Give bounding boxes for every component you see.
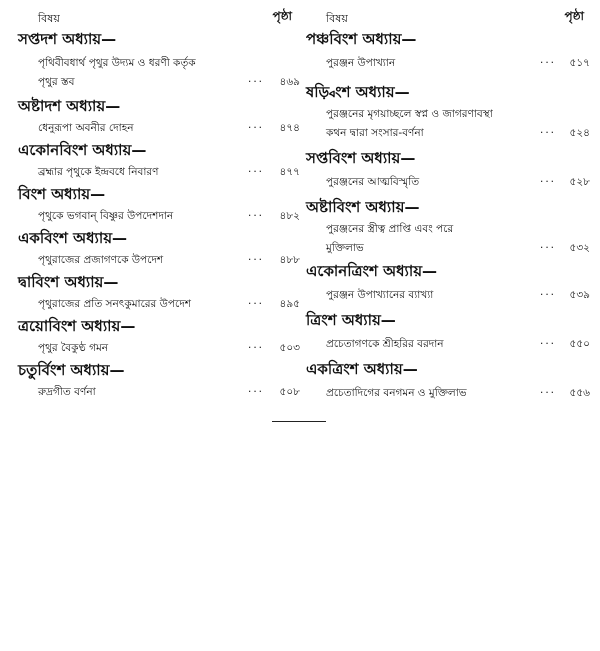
chapter-20 — [18, 185, 300, 224]
page-number: ৪৭৪ — [279, 122, 300, 134]
chapter-title: ত্রয়োবিংশ অধ্যায়— — [18, 317, 136, 335]
chapter-title: পঞ্চবিংশ অধ্যায়— — [306, 30, 417, 48]
toc-entry — [18, 296, 300, 312]
leader-dots: ··· — [247, 298, 264, 310]
subject-heading: বিষয় — [326, 12, 348, 25]
entry-text: পুরঞ্জনের মৃগয়াচ্ছলে স্বপ্ন ও জাগরণাবস্থা — [326, 108, 493, 120]
chapter-17 — [18, 30, 300, 90]
toc-entry — [306, 106, 592, 141]
chapter-19 — [18, 141, 300, 180]
toc-entry — [306, 385, 592, 401]
leader-dots: ··· — [247, 210, 264, 222]
leader-dots: ··· — [247, 76, 264, 88]
column-header — [306, 8, 592, 26]
page-number: ৫০৮ — [279, 386, 300, 398]
page-number: ৫৩২ — [569, 242, 590, 254]
entry-text: প্রচেতাগণকে শ্রীহরির বরদান — [326, 338, 444, 350]
page-number: ৪৯৫ — [279, 298, 300, 310]
chapter-title: দ্বাবিংশ অধ্যায়— — [18, 273, 119, 291]
entry-text: পুরঞ্জনের আত্মবিস্মৃতি — [326, 176, 420, 188]
chapter-title: সপ্তদশ অধ্যায়— — [18, 30, 117, 48]
leader-dots: ··· — [539, 242, 556, 254]
leader-dots: ··· — [247, 254, 264, 266]
chapter-title: সপ্তবিংশ অধ্যায়— — [306, 149, 416, 167]
chapter-21 — [18, 229, 300, 268]
chapter-26 — [306, 83, 592, 141]
chapter-title: একোনত্রিংশ অধ্যায়— — [306, 262, 438, 280]
leader-dots: ··· — [539, 57, 556, 69]
entry-text: পৃথিবীবধার্থ পৃথুর উদ্যম ও ধরণী কর্তৃক — [38, 57, 196, 69]
leader-dots: ··· — [539, 387, 556, 399]
entry-text: পৃথুরাজের প্রজাগণকে উপদেশ — [38, 254, 164, 266]
entry-text: প্রচেতাদিগের বনগমন ও মুক্তিলাভ — [326, 387, 467, 399]
chapter-title: বিংশ অধ্যায়— — [18, 185, 106, 203]
entry-text-continued: কথন দ্বারা সংসার-বর্ণনা — [326, 127, 424, 139]
entry-text: রুদ্রগীত বর্ণনা — [38, 386, 96, 398]
toc-column-right — [306, 8, 592, 401]
chapter-24 — [18, 361, 300, 400]
toc-entry — [306, 287, 592, 303]
chapter-31 — [306, 360, 592, 401]
toc-entry — [306, 336, 592, 352]
entry-text: ব্রহ্মার পৃথুকে ইন্দ্রবধে নিবারণ — [38, 166, 159, 178]
chapter-30 — [306, 311, 592, 352]
page-number: ৫০৩ — [279, 342, 300, 354]
end-rule — [272, 421, 326, 422]
chapter-28 — [306, 198, 592, 256]
leader-dots: ··· — [247, 122, 264, 134]
toc-entry — [18, 252, 300, 268]
page-number: ৫১৭ — [569, 57, 590, 69]
page-number: ৫২৪ — [569, 127, 590, 139]
page-number: ৪৮৮ — [279, 254, 300, 266]
chapter-29 — [306, 262, 592, 303]
entry-text: পৃথুর বৈকুণ্ঠ গমন — [38, 342, 109, 354]
toc-entry — [306, 174, 592, 190]
chapter-23 — [18, 317, 300, 356]
leader-dots: ··· — [539, 176, 556, 188]
chapter-title: একত্রিংশ অধ্যায়— — [306, 360, 418, 378]
page-number: ৪৬৯ — [279, 76, 300, 88]
chapter-title: একবিংশ অধ্যায়— — [18, 229, 128, 247]
toc-column-left — [18, 8, 300, 400]
toc-entry — [18, 120, 300, 136]
column-header — [18, 8, 300, 26]
leader-dots: ··· — [539, 289, 556, 301]
chapter-title: ষড়্বিংশ অধ্যায়— — [306, 83, 410, 101]
chapter-title: ত্রিংশ অধ্যায়— — [306, 311, 396, 329]
chapter-title: চতুর্বিংশ অধ্যায়— — [18, 361, 125, 379]
leader-dots: ··· — [539, 338, 556, 350]
entry-text: ধেনুরূপা অবনীর দোহন — [38, 122, 134, 134]
page-heading: পৃষ্ঠা — [564, 9, 584, 23]
subject-heading: বিষয় — [38, 12, 60, 25]
page-number: ৫৩৯ — [569, 289, 590, 301]
page-number: ৫৫০ — [569, 338, 590, 350]
entry-text: পৃথুকে ভগবান্ বিষ্ণুর উপদেশদান — [38, 210, 174, 222]
entry-text: পুরঞ্জনের স্ত্রীত্ব প্রাপ্তি এবং পরে — [326, 223, 454, 235]
leader-dots: ··· — [247, 342, 264, 354]
entry-text-continued: পৃথুর স্তব — [38, 76, 75, 88]
chapter-25 — [306, 30, 592, 71]
toc-entry — [18, 340, 300, 356]
toc-entry — [306, 55, 592, 71]
toc-entry — [18, 55, 300, 90]
page-heading: পৃষ্ঠা — [272, 9, 292, 23]
entry-text: পুরঞ্জন উপাখ্যান — [326, 57, 396, 69]
chapter-title: অষ্টাবিংশ অধ্যায়— — [306, 198, 420, 216]
toc-entry — [18, 164, 300, 180]
entry-text-continued: মুক্তিলাভ — [326, 242, 364, 254]
chapter-18 — [18, 97, 300, 136]
toc-entry — [18, 384, 300, 400]
page-number: ৪৮২ — [279, 210, 300, 222]
chapter-title: অষ্টাদশ অধ্যায়— — [18, 97, 121, 115]
toc-entry — [18, 208, 300, 224]
leader-dots: ··· — [539, 127, 556, 139]
chapter-22 — [18, 273, 300, 312]
page-number: ৫২৮ — [569, 176, 590, 188]
chapter-27 — [306, 149, 592, 190]
leader-dots: ··· — [247, 386, 264, 398]
chapter-title: একোনবিংশ অধ্যায়— — [18, 141, 147, 159]
toc-entry — [306, 221, 592, 256]
entry-text: পুরঞ্জন উপাখ্যানের ব্যাখ্যা — [326, 289, 434, 301]
entry-text: পৃথুরাজের প্রতি সনৎকুমারের উপদেশ — [38, 298, 191, 310]
page-number: ৫৫৬ — [569, 387, 590, 399]
leader-dots: ··· — [247, 166, 264, 178]
page-number: ৪৭৭ — [279, 166, 300, 178]
